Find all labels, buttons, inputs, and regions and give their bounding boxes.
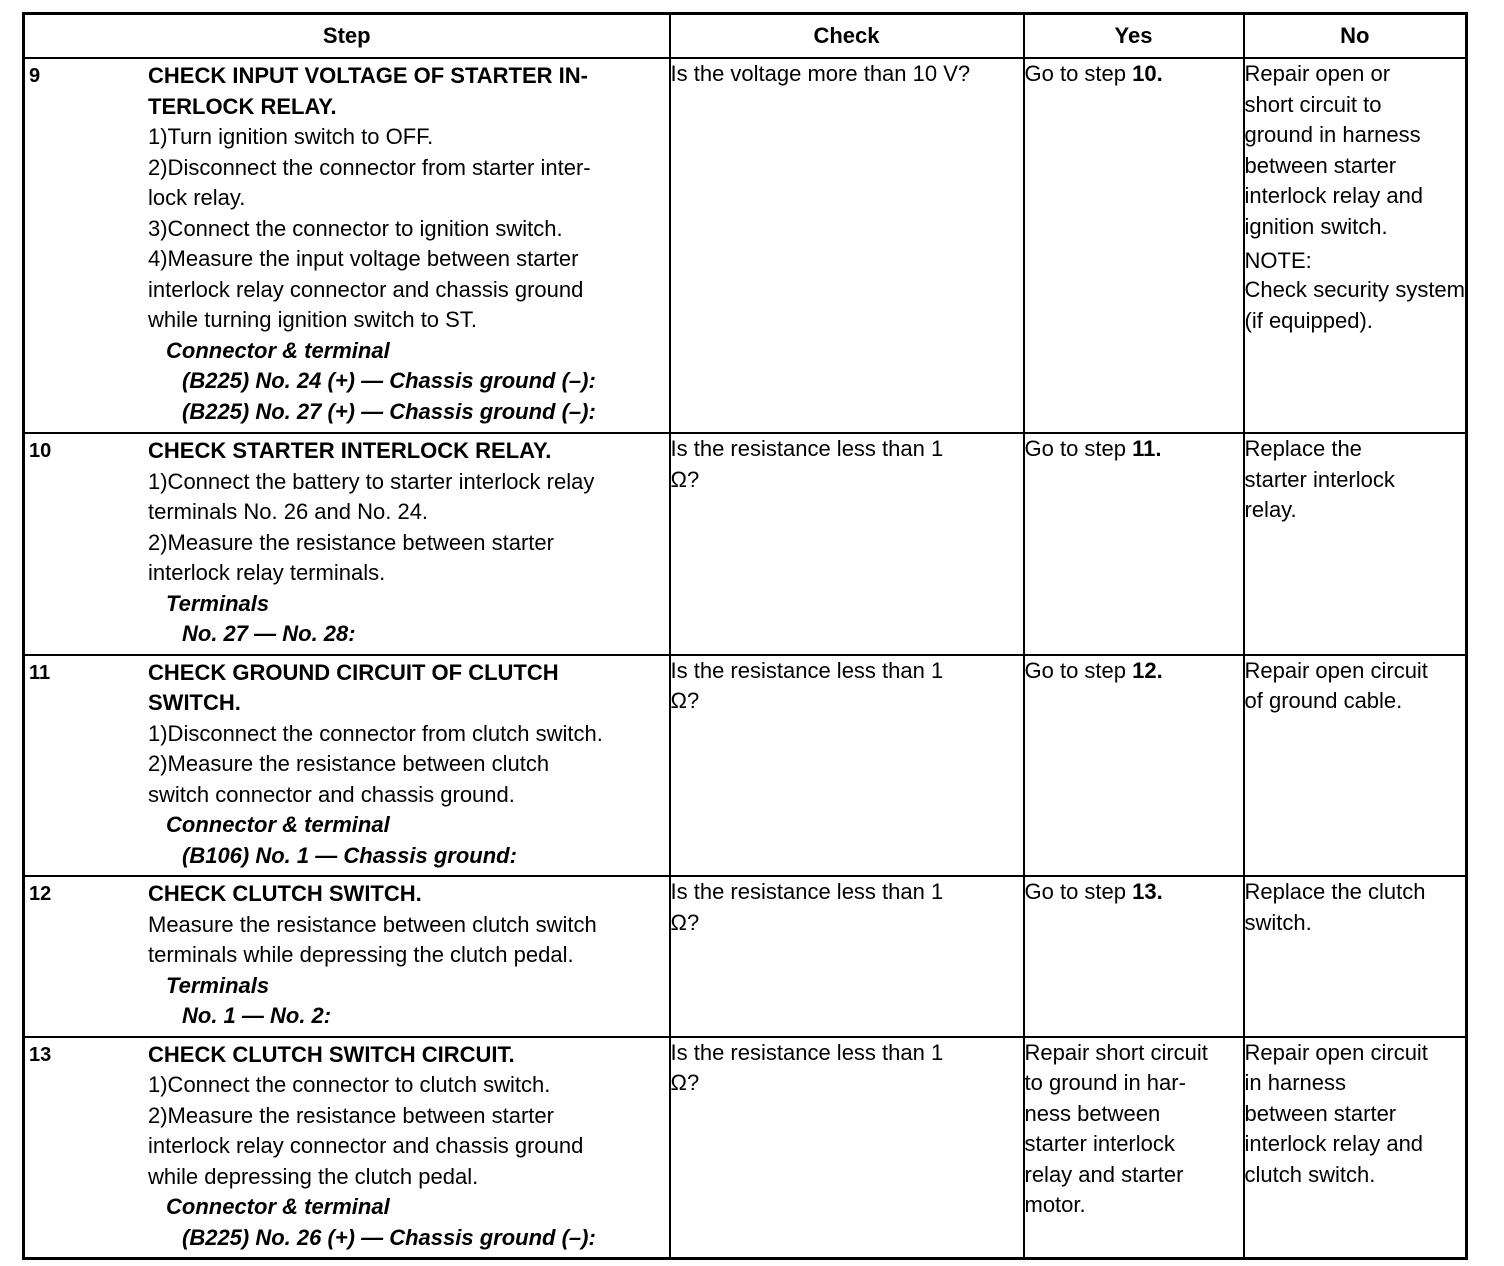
instruction-line: Measure the resistance between clutch switch [148,911,597,937]
spec-value: (B106) No. 1 — Chassis ground: [182,842,517,868]
no-line: Replace the clutch [1244,879,1426,904]
instruction-line: while depressing the clutch pedal. [148,1163,479,1189]
yes-cell [1024,876,1244,1037]
check-text: Is the resistance less than 1 [670,657,944,683]
yes-step-ref: 11. [1132,436,1162,461]
table-row-step-13 [24,1037,1467,1259]
yes-step-ref: 12. [1132,657,1163,683]
check-text-cont: Ω? [670,466,700,492]
no-line: between starter [1244,1100,1397,1126]
step-title: CHECK STARTER INTERLOCK RELAY. [148,438,552,463]
instruction-line: switch connector and chassis ground. [148,781,515,807]
instruction-line: 2)Measure the resistance between clutch [148,751,550,776]
no-line: starter interlock [1244,466,1395,492]
spec-value: No. 1 — No. 2: [182,1003,332,1028]
check-text-cont: Ω? [670,688,700,713]
step-number: 12 [29,883,52,905]
instruction-line: interlock relay connector and chassis ground [148,1133,584,1158]
table-row-step-11 [24,655,1467,877]
no-line: Repair open circuit [1244,1039,1428,1065]
yes-step-ref: 10. [1132,61,1163,86]
step-cell [24,58,670,433]
header-row [24,14,1467,59]
step-number: 11 [29,661,51,684]
step-title: CHECK INPUT VOLTAGE OF STARTER IN- [148,63,588,88]
instruction-line: 1)Disconnect the connector from clutch switch. [148,720,603,746]
check-cell [670,876,1024,1037]
spec-label: Terminals [166,590,270,616]
no-line: switch. [1244,909,1312,935]
table-row-step-10 [24,433,1467,655]
instruction-line: 4)Measure the input voltage between starter [148,246,579,271]
check-cell [670,58,1024,433]
instruction-line: 1)Connect the battery to starter interlock relay [148,468,595,494]
no-line: of ground cable. [1244,688,1403,713]
spec-value: (B225) No. 24 (+) — Chassis ground (–): [182,368,596,393]
no-cell [1244,876,1467,1037]
instruction-line: interlock relay terminals. [148,560,386,585]
spec-label: Terminals [166,972,270,998]
check-cell [670,433,1024,655]
header-step: Step [24,14,670,59]
step-title: CHECK GROUND CIRCUIT OF CLUTCH [148,659,559,685]
yes-cell [1024,58,1244,433]
spec-label: Connector & terminal [166,337,390,363]
note-text: Check security system (if equipped). [1244,277,1465,333]
step-cell [24,655,670,877]
spec-label: Connector & terminal [166,812,390,837]
check-text: Is the resistance less than 1 [670,1039,944,1065]
yes-line: relay and starter [1024,1161,1184,1187]
no-line: ignition switch. [1244,213,1388,239]
no-cell [1244,1037,1467,1259]
step-title-cont: TERLOCK RELAY. [148,93,337,119]
no-cell [1244,433,1467,655]
step-cell [24,876,670,1037]
no-line: clutch switch. [1244,1161,1376,1187]
yes-text: Go to step [1024,61,1133,86]
no-line: interlock relay and [1244,183,1424,208]
step-cell [24,433,670,655]
no-line: relay. [1244,497,1297,522]
no-line: short circuit to [1244,91,1382,117]
yes-line: starter interlock [1024,1131,1175,1156]
spec-value: (B225) No. 26 (+) — Chassis ground (–): [182,1224,596,1250]
no-line: between starter [1244,152,1397,178]
step-title: CHECK CLUTCH SWITCH. [148,881,422,906]
header-yes: Yes [1024,14,1244,59]
instruction-line: 3)Connect the connector to ignition switch. [148,215,563,241]
check-text-cont: Ω? [670,1070,700,1095]
yes-cell [1024,655,1244,877]
table-row-step-12 [24,876,1467,1037]
table-row-step-9 [24,58,1467,433]
no-line: Repair open circuit [1244,657,1428,683]
yes-text: Go to step [1024,657,1133,683]
instruction-line: terminals No. 26 and No. 24. [148,499,429,524]
check-text: Is the resistance less than 1 [670,436,944,461]
yes-step-ref: 13. [1132,879,1163,904]
no-line: Replace the [1244,436,1362,461]
spec-label: Connector & terminal [166,1194,390,1219]
instruction-line: 2)Measure the resistance between starter [148,529,554,555]
spec-value: No. 27 — No. 28: [182,621,356,646]
step-number: 9 [29,65,41,87]
instruction-line: 2)Measure the resistance between starter [148,1102,554,1128]
yes-cell [1024,1037,1244,1259]
header-no: No [1244,14,1467,59]
no-line: ground in harness [1244,122,1421,147]
no-line: interlock relay and [1244,1131,1424,1156]
instruction-line: lock relay. [148,185,246,210]
yes-line: ness between [1024,1100,1161,1126]
step-cell [24,1037,670,1259]
note-label: NOTE: [1244,248,1312,273]
instruction-line: 1)Connect the connector to clutch switch. [148,1072,551,1097]
step-title: CHECK CLUTCH SWITCH CIRCUIT. [148,1041,515,1067]
diagnostic-table [22,12,1468,1260]
check-text: Is the voltage more than 10 V? [670,61,971,86]
instruction-line: 1)Turn ignition switch to OFF. [148,124,434,149]
yes-line: to ground in har- [1024,1070,1186,1095]
check-cell [670,1037,1024,1259]
no-line: in harness [1244,1070,1347,1095]
instruction-line: terminals while depressing the clutch pedal. [148,942,574,967]
yes-cell [1024,433,1244,655]
yes-text: Go to step [1024,879,1133,904]
check-text-cont: Ω? [670,909,700,935]
instruction-line: while turning ignition switch to ST. [148,307,477,332]
check-cell [670,655,1024,877]
step-title-cont: SWITCH. [148,690,241,715]
check-text: Is the resistance less than 1 [670,879,944,904]
spec-value: (B225) No. 27 (+) — Chassis ground (–): [182,398,596,424]
step-number: 13 [29,1043,52,1066]
yes-line: motor. [1024,1192,1086,1217]
no-cell [1244,58,1467,433]
header-check: Check [670,14,1024,59]
yes-line: Repair short circuit [1024,1039,1208,1065]
step-number: 10 [29,440,52,462]
instruction-line: interlock relay connector and chassis ground [148,276,584,302]
instruction-line: 2)Disconnect the connector from starter inter- [148,154,591,180]
yes-text: Go to step [1024,436,1133,461]
no-cell [1244,655,1467,877]
no-line: Repair open or [1244,61,1391,86]
